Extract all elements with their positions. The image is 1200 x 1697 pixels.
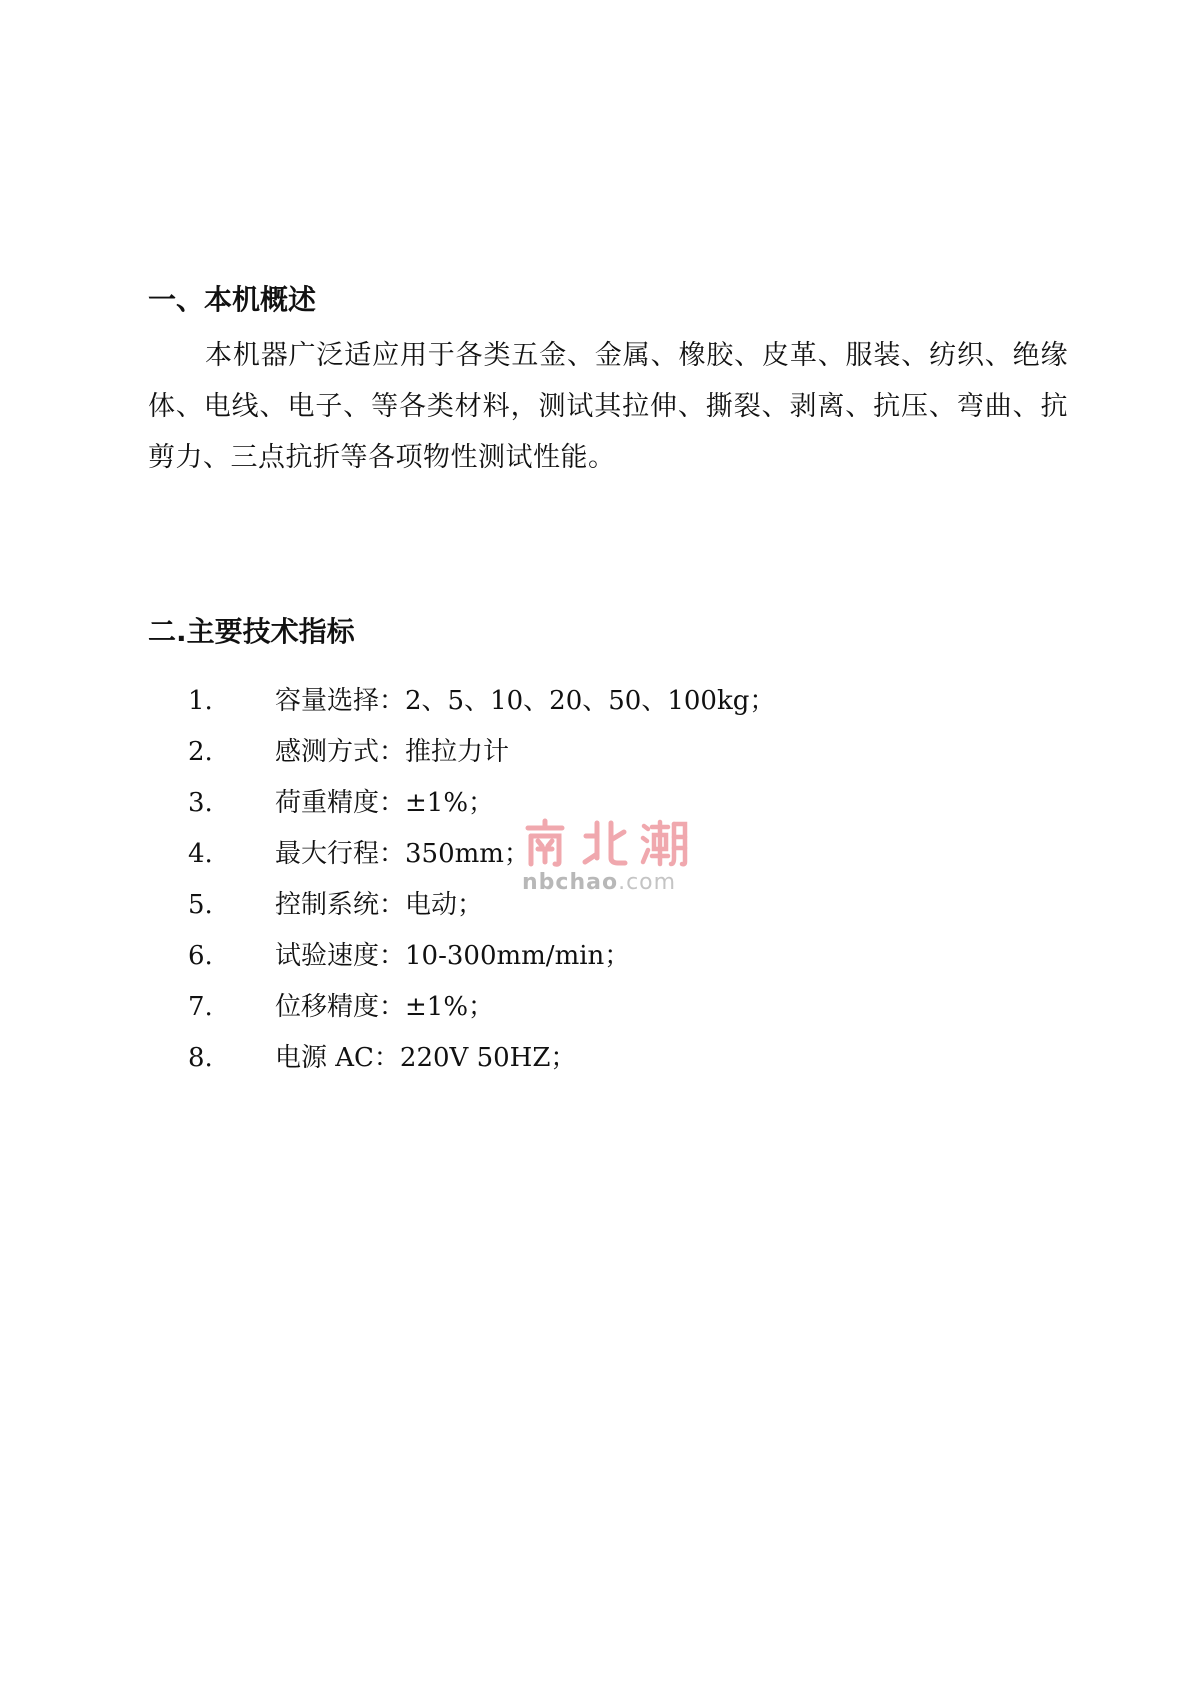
spec-text: 荷重精度：±1%； bbox=[275, 788, 495, 818]
spec-item bbox=[188, 880, 775, 931]
watermark-site-bold: nbchao bbox=[522, 870, 619, 895]
spec-number: 5. bbox=[188, 890, 213, 920]
section-1-paragraph: 本机器广泛适应用于各类五金、金属、橡胶、皮革、服装、纺织、绝缘体、电线、电子、等各类材料，测试其拉伸、撕裂、剥离、抗压、弯曲、抗剪力、三点抗折等各项物性测试性能。 bbox=[148, 340, 1068, 473]
spec-number: 1. bbox=[188, 686, 213, 716]
spec-text: 容量选择：2、5、10、20、50、100kg； bbox=[275, 686, 776, 716]
section-1-heading: 一、本机概述 bbox=[148, 283, 317, 316]
spec-number: 6. bbox=[188, 941, 213, 971]
spec-number: 3. bbox=[188, 788, 213, 818]
spec-list bbox=[188, 676, 775, 1084]
spec-number: 7. bbox=[188, 992, 213, 1022]
spec-item bbox=[188, 982, 775, 1033]
spec-text: 最大行程：350mm； bbox=[275, 839, 530, 869]
spec-item bbox=[188, 829, 775, 880]
watermark-site-suffix: .com bbox=[618, 870, 677, 895]
spec-text: 电源 AC：220V 50HZ； bbox=[275, 1043, 577, 1073]
spec-item bbox=[188, 1033, 775, 1084]
spec-text: 感测方式：推拉力计 bbox=[275, 737, 510, 767]
spec-item bbox=[188, 676, 775, 727]
spec-item bbox=[188, 727, 775, 778]
spec-number: 2. bbox=[188, 737, 213, 767]
section-2-heading: 二.主要技术指标 bbox=[148, 615, 355, 648]
spec-text: 控制系统：电动； bbox=[275, 890, 484, 920]
spec-number: 8. bbox=[188, 1043, 213, 1073]
spec-item bbox=[188, 931, 775, 982]
spec-text: 位移精度：±1%； bbox=[275, 992, 495, 1022]
spec-number: 4. bbox=[188, 839, 213, 869]
spec-text: 试验速度：10-300mm/min； bbox=[275, 941, 631, 971]
spec-item bbox=[188, 778, 775, 829]
